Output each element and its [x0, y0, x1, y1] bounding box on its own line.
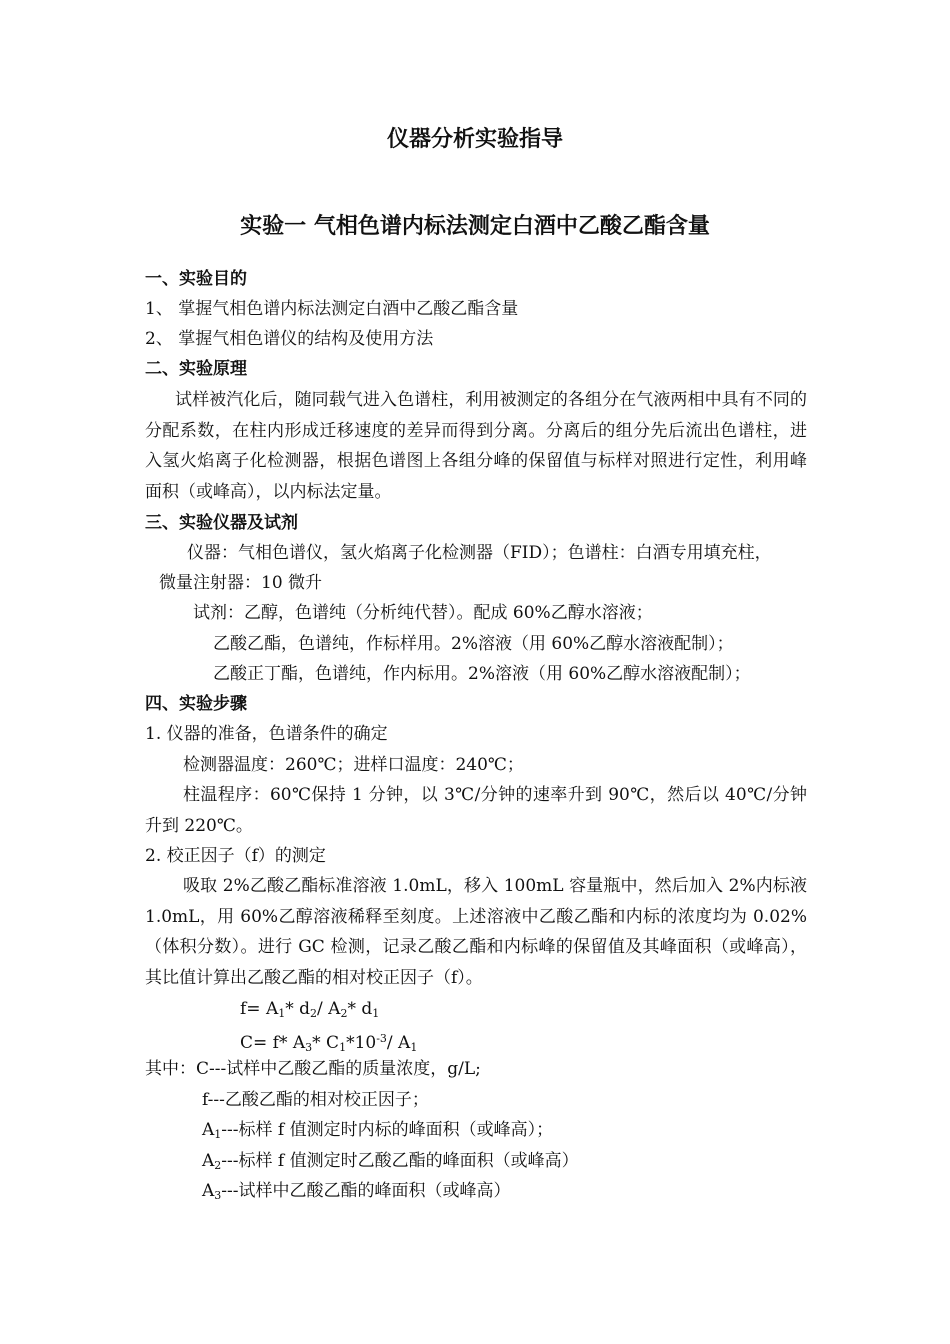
reagent-line-2: 乙酸乙酯，色谱纯，作标样用。2%溶液（用 60%乙醇水溶液配制）；	[213, 634, 734, 654]
legend-a3: $A_3---$试样中乙酸乙酯的峰面积（或峰高）	[202, 1181, 511, 1202]
temperature-program: 柱温程序：60℃保持 1 分钟，以 3℃/分钟的速率升到 90℃，然后以 40℃/分钟升到 220℃。	[145, 785, 807, 836]
calibration-paragraph: 吸取 2%乙酸乙酯标准溶液 1.0mL，移入 100mL 容量瓶中，然后加入 2%内标液 1.0mL，用 60%乙醇溶液稀释至刻度。上述溶液中乙酸乙酯和内标的浓度均为 0.02%（体积分数）。进行 GC 检测，记录乙酸乙酯和内标峰的保留值及其峰面积（或峰高），其比值计算出乙酸乙酯的相对校正因子（f）。	[145, 876, 807, 988]
document-title: 仪器分析实验指导	[386, 127, 563, 152]
section-heading-principle: 二、实验原理	[145, 359, 247, 379]
formula-c: C= f* $A_3*$ $C_1*10^{-3}/$ $A_1$	[240, 1032, 418, 1054]
instrument-line-1: 仪器：气相色谱仪，氢火焰离子化检测器（FID）；色谱柱：白酒专用填充柱，	[187, 543, 772, 563]
legend-a1: $A_1---$标样 f 值测定时内标的峰面积（或峰高）；	[202, 1120, 554, 1141]
instrument-line-2: 微量注射器：10 微升	[159, 573, 323, 593]
legend-intro: 其中：C---试样中乙酸乙酯的质量浓度，g/L;	[145, 1059, 481, 1079]
temperature-settings: 检测器温度：260℃；进样口温度：240℃；	[183, 755, 524, 775]
procedure-step-1: 1. 仪器的准备，色谱条件的确定	[145, 724, 388, 744]
section-heading-procedure: 四、实验步骤	[145, 694, 247, 714]
objective-item-2: 2、 掌握气相色谱仪的结构及使用方法	[145, 329, 434, 349]
principle-paragraph: 试样被汽化后，随同载气进入色谱柱，利用被测定的各组分在气液两相中具有不同的分配系数，在柱内形成迁移速度的差异而得到分离。分离后的组分先后流出色谱柱，进入氢火焰离子化检测器，根据色谱图上各组分峰的保留值与标样对照进行定性，利用峰面积（或峰高），以内标法定量。	[145, 390, 807, 502]
objective-item-1: 1、 掌握气相色谱内标法测定白酒中乙酸乙酯含量	[145, 299, 519, 319]
procedure-step-2: 2. 校正因子（f）的测定	[145, 846, 326, 866]
experiment-title: 实验一 气相色谱内标法测定白酒中乙酸乙酯含量	[240, 214, 710, 239]
reagent-line-3: 乙酸正丁酯，色谱纯，作内标用。2%溶液（用 60%乙醇水溶液配制）；	[213, 664, 751, 684]
legend-f: f---乙酸乙酯的相对校正因子；	[202, 1090, 429, 1110]
legend-a2: $A_2---$标样 f 值测定时乙酸乙酯的峰面积（或峰高）	[202, 1151, 579, 1172]
reagent-line-1: 试剂：乙醇，色谱纯（分析纯代替）。配成 60%乙醇水溶液；	[193, 603, 653, 623]
formula-f: $f= A_1*$ $d_2/$ $A_2*$ $d_1$	[240, 999, 380, 1020]
section-heading-instruments: 三、实验仪器及试剂	[145, 513, 298, 533]
section-heading-objectives: 一、实验目的	[145, 269, 247, 289]
